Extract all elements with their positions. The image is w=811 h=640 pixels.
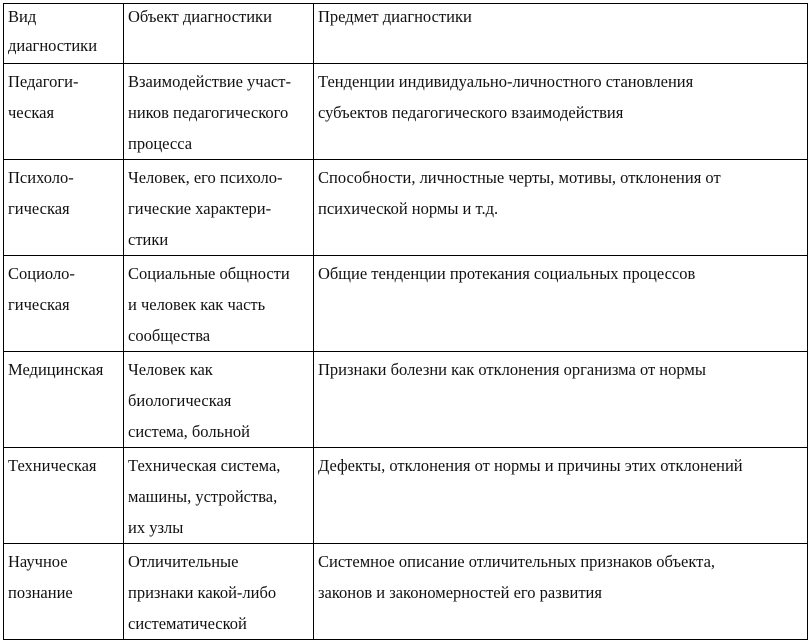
cell-line: биологическая — [128, 391, 232, 410]
cell-line: Вид — [8, 7, 37, 26]
cell-line: их узлы — [128, 518, 184, 537]
cell-line: Предмет диагностики — [318, 7, 472, 26]
header-cell-type — [4, 4, 124, 64]
cell-type — [4, 448, 124, 544]
cell-line: Психоло- — [8, 168, 74, 187]
cell-line: систематической — [128, 614, 247, 633]
cell-line: и человек как часть — [128, 295, 266, 314]
cell-subject — [314, 544, 808, 640]
cell-type — [4, 160, 124, 256]
cell-line: диагностики — [8, 36, 98, 55]
cell-line: Человек как — [128, 360, 213, 379]
cell-object — [124, 160, 314, 256]
cell-line: сообщества — [128, 326, 211, 345]
cell-object — [124, 352, 314, 448]
cell-line: Дефекты, отклонения от нормы и причины этих отклонений — [318, 456, 743, 475]
cell-line: Отличительные — [128, 552, 239, 571]
table-row — [4, 256, 808, 352]
cell-object — [124, 544, 314, 640]
table-row — [4, 448, 808, 544]
cell-object — [124, 448, 314, 544]
table-header-row — [4, 4, 808, 64]
header-cell-object — [124, 4, 314, 64]
cell-type — [4, 256, 124, 352]
cell-line: Человек, его психоло- — [128, 168, 283, 187]
cell-line: Научное — [8, 552, 68, 571]
cell-line: Техническая система, — [128, 456, 281, 475]
cell-line: гические характери- — [128, 199, 272, 218]
cell-type — [4, 544, 124, 640]
cell-line: Педагоги- — [8, 72, 79, 91]
cell-line: Общие тенденции протекания социальных процессов — [318, 264, 696, 283]
cell-subject — [314, 256, 808, 352]
cell-line: Взаимодействие участ- — [128, 72, 291, 91]
cell-subject — [314, 160, 808, 256]
cell-line: Медицинская — [8, 360, 104, 379]
cell-line: машины, устройства, — [128, 487, 278, 506]
cell-line: гическая — [8, 199, 70, 218]
cell-line: психической нормы и т.д. — [318, 199, 499, 218]
cell-line: Социальные общности — [128, 264, 290, 283]
cell-line: Техническая — [8, 456, 97, 475]
cell-line: ников педагогического — [128, 103, 289, 122]
header-cell-subject — [314, 4, 808, 64]
cell-line: признаки какой-либо — [128, 583, 277, 602]
cell-line: субъектов педагогического взаимодействия — [318, 103, 624, 122]
cell-object — [124, 64, 314, 160]
diagnostics-table — [3, 3, 808, 640]
table-row — [4, 160, 808, 256]
table-row — [4, 544, 808, 640]
cell-line: стики — [128, 230, 169, 249]
cell-line: гическая — [8, 295, 70, 314]
cell-line: система, больной — [128, 422, 251, 441]
cell-line: ческая — [8, 103, 55, 122]
cell-line: Способности, личностные черты, мотивы, отклонения от — [318, 168, 721, 187]
cell-type — [4, 64, 124, 160]
cell-line: познание — [8, 583, 73, 602]
table-row — [4, 352, 808, 448]
cell-line: Системное описание отличительных признаков объекта, — [318, 552, 716, 571]
cell-line: Социоло- — [8, 264, 75, 283]
cell-subject — [314, 448, 808, 544]
cell-object — [124, 256, 314, 352]
cell-line: законов и закономерностей его развития — [318, 583, 602, 602]
cell-type — [4, 352, 124, 448]
cell-line: Признаки болезни как отклонения организма от нормы — [318, 360, 706, 379]
cell-line: Объект диагностики — [128, 7, 272, 26]
cell-line: Тенденции индивидуально-личностного становления — [318, 72, 694, 91]
table-row — [4, 64, 808, 160]
cell-subject — [314, 352, 808, 448]
cell-line: процесса — [128, 134, 193, 153]
cell-subject — [314, 64, 808, 160]
